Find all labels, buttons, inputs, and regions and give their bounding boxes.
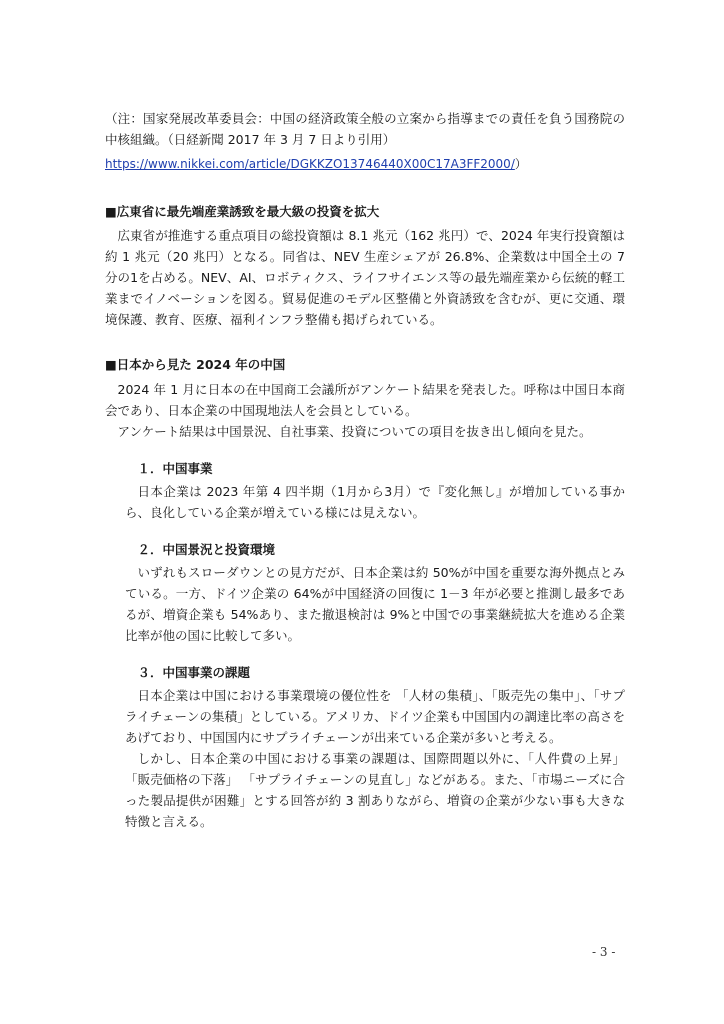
subsection-paragraph: しかし、日本企業の中国における事業の課題は、国際問題以外に、「人件費の上昇」 「販売価格の下落」 「サプライチェーンの見直し」などがある。また、「市場ニーズに合った製品提供が困難」とする回答が約 3 割ありながら、増資の企業が少ない事も大きな特徴と言える。 (125, 751, 625, 829)
subsection-heading: １．中国事業 (137, 461, 213, 476)
subsection-paragraph: いずれもスローダウンとの見方だが、日本企業は約 50%が中国を重要な海外拠点とみている。一方、ドイツ企業の 64%が中国経済の回復に 1－3 年が必要と推測し最多であるが、増資企業も 54%あり、また撤退検討は 9%と中国での事業継続拡大を進める企業比率が他の国に比較して多い。 (125, 565, 625, 643)
subsection-heading: ３．中国事業の課題 (137, 665, 251, 680)
section-body-guangdong: 広東省が推進する重点項目の総投資額は 8.1 兆元（162 兆円）で、2024 年実行投資額は約 1 兆元（20 兆円）となる。同省は、NEV 生産シェアが 26.8%、企業数は中国全土の 7 分の1を占める。NEV、AI、ロボティクス、ライフサイエンス等の最先端産業から伝統的軽工業までイノベーションを図る。貿易促進のモデル区整備と外資誘致を含むが、更に交通、環境保護、教育、医療、福利インフラ整備も掲げられている。 (105, 228, 625, 327)
note-link-line (105, 153, 625, 175)
section-heading-japan-view: ■日本から見た 2024 年の中国 (105, 357, 286, 372)
nikkei-article-link[interactable]: https://www.nikkei.com/article/DGKKZO13746440X00C17A3FF2000/ (105, 157, 515, 171)
subsection-economy-investment (105, 539, 625, 646)
section-heading-guangdong: ■広東省に最先端産業誘致を最大級の投資を拡大 (105, 204, 380, 219)
note-text: （注：国家発展改革委員会：中国の経済政策全般の立案から指導までの責任を負う国務院の中核組織。（日経新聞 2017 年 3 月 7 日より引用） (105, 111, 625, 147)
section-intro-paragraph-2: アンケート結果は中国景況、自社事業、投資についての項目を抜き出し傾向を見た。 (117, 424, 592, 439)
note-link-close: ） (514, 157, 527, 171)
subsection-china-business (105, 458, 625, 523)
subsection-paragraph: 日本企業は 2023 年第 4 四半期（1月から3月）で『変化無し』が増加している事から、良化している企業が増えている様には見えない。 (125, 484, 625, 520)
subsection-heading: ２．中国景況と投資環境 (137, 542, 276, 557)
section-intro-paragraph: 2024 年 1 月に日本の在中国商工会議所がアンケート結果を発表した。呼称は中国日本商会であり、日本企業の中国現地法人を会員としている。 (105, 382, 625, 418)
subsection-business-issues (105, 662, 625, 832)
subsection-paragraph: 日本企業は中国における事業環境の優位性を 「人材の集積」、「販売先の集中」、「サプライチェーンの集積」としている。アメリカ、ドイツ企業も中国国内の調達比率の高さをあげており、中国国内にサプライチェーンが出来ている企業が多いと考える。 (125, 688, 625, 745)
page-number: - 3 - (592, 945, 616, 959)
page-content (105, 108, 625, 832)
